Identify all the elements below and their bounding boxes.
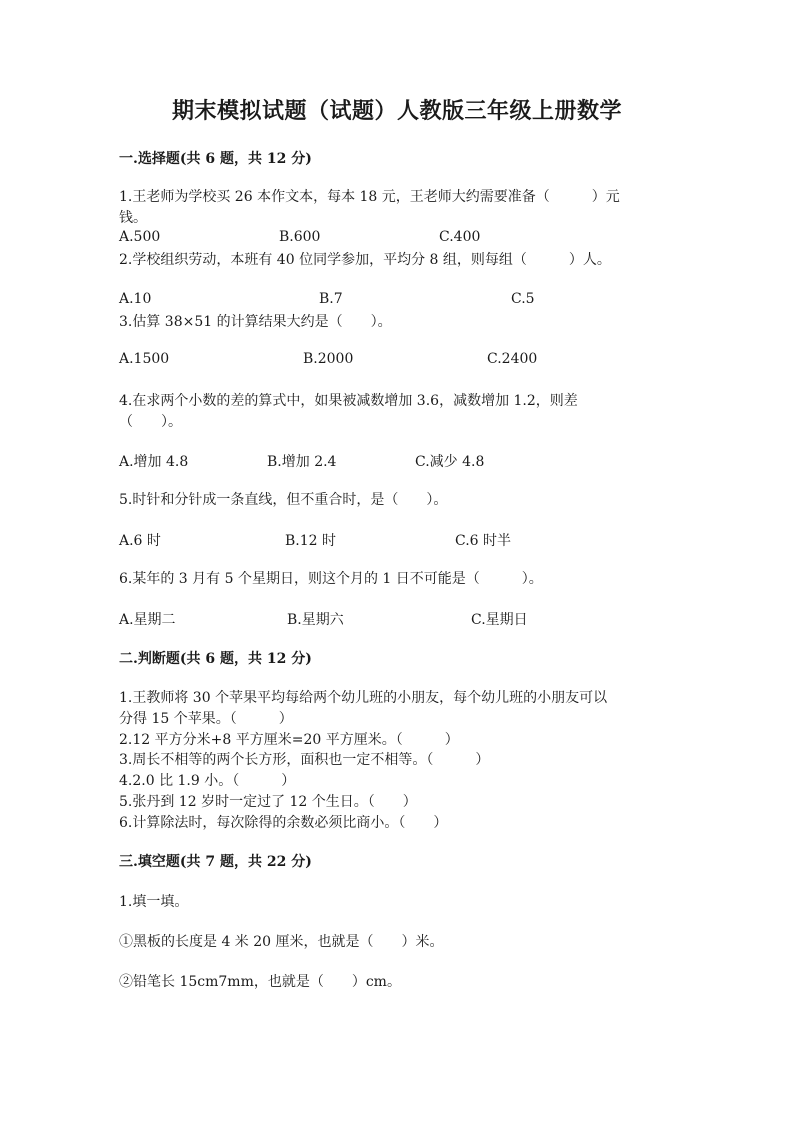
section-heading-choice: 一.选择题(共 6 题，共 12 分) [119,151,312,167]
question-text: （ ）。 [119,414,182,430]
question-text: 2.学校组织劳动，本班有 40 位同学参加，平均分 8 组，则每组（ ）人。 [119,252,611,268]
question-text: 4.在求两个小数的差的算式中，如果被减数增加 3.6，减数增加 1.2，则差 [119,393,578,409]
question-text: 1.填一填。 [119,894,189,910]
question-text: 6.计算除法时，每次除得的余数必须比商小。（ ） [119,815,448,831]
question-text: ①黑板的长度是 4 米 20 厘米，也就是（ ）米。 [119,934,444,950]
question-text: 1.王老师为学校买 26 本作文本，每本 18 元，王老师大约需要准备（ ）元 [119,189,620,205]
question-text: 2.12 平方分米+8 平方厘米=20 平方厘米。（ ） [119,732,459,748]
option-b: B.12 时 [285,533,337,549]
option-c: C.星期日 [471,612,528,628]
question-text: ②铅笔长 15cm7mm，也就是（ ）cm。 [119,974,401,990]
question-text: 分得 15 个苹果。（ ） [119,711,293,727]
option-c: C.400 [439,229,481,245]
option-c: C.6 时半 [455,533,512,549]
question-text: 6.某年的 3 月有 5 个星期日，则这个月的 1 日不可能是（ ）。 [119,571,543,587]
question-text: 3.估算 38×51 的计算结果大约是（ ）。 [119,314,392,330]
section-heading-fill: 三.填空题(共 7 题，共 22 分) [119,854,312,870]
question-text: 钱。 [119,210,147,226]
option-b: B.2000 [303,351,354,367]
option-a: A.星期二 [119,612,176,628]
option-b: B.7 [319,291,343,307]
option-b: B.星期六 [287,612,344,628]
option-a: A.1500 [119,351,170,367]
option-b: B.增加 2.4 [267,454,337,470]
option-a: A.增加 4.8 [119,454,189,470]
question-text: 4.2.0 比 1.9 小。（ ） [119,773,296,789]
question-text: 3.周长不相等的两个长方形，面积也一定不相等。（ ） [119,752,490,768]
option-b: B.600 [279,229,321,245]
section-heading-judge: 二.判断题(共 6 题，共 12 分) [119,651,312,667]
option-c: C.5 [511,291,535,307]
option-a: A.500 [119,229,161,245]
option-a: A.10 [119,291,152,307]
question-text: 5.时针和分针成一条直线，但不重合时，是（ ）。 [119,492,448,508]
option-c: C.2400 [487,351,538,367]
question-text: 1.王教师将 30 个苹果平均每给两个幼儿班的小朋友，每个幼儿班的小朋友可以 [119,690,608,706]
option-c: C.减少 4.8 [415,454,485,470]
question-text: 5.张丹到 12 岁时一定过了 12 个生日。（ ） [119,794,417,810]
page-title: 期末模拟试题（试题）人教版三年级上册数学 [171,98,622,124]
option-a: A.6 时 [119,533,161,549]
